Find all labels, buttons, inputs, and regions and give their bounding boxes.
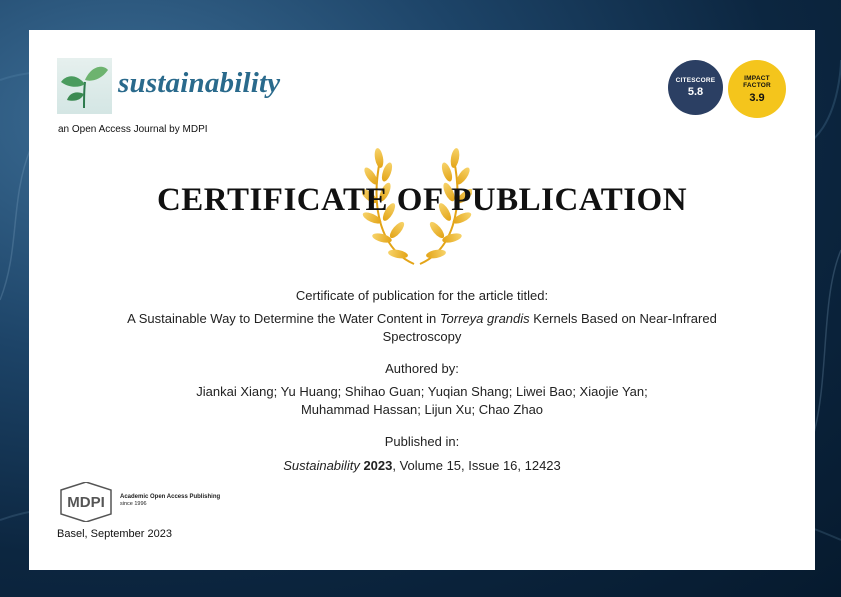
place-date: Basel, September 2023 bbox=[57, 528, 172, 540]
citation-year: 2023 bbox=[363, 458, 393, 473]
citation-details: , Volume 15, Issue 16, 12423 bbox=[392, 458, 561, 473]
mdpi-logo bbox=[57, 482, 115, 522]
authors-line1: Jiankai Xiang; Yu Huang; Shihao Guan; Yuqian Shang; Liwei Bao; Xiaojie Yan; bbox=[196, 384, 648, 399]
article-title-line1 bbox=[29, 311, 815, 326]
article-title-pre: A Sustainable Way to Determine the Water Content in bbox=[127, 311, 440, 326]
citation bbox=[29, 458, 815, 473]
authors-line2: Muhammad Hassan; Lijun Xu; Chao Zhao bbox=[300, 402, 544, 417]
seedling-icon bbox=[57, 58, 112, 114]
article-title-post: Kernels Based on Near-Infrared bbox=[529, 311, 717, 326]
citescore-label: CITESCORE bbox=[675, 76, 716, 84]
certificate-intro: Certificate of publication for the article titled: bbox=[295, 288, 549, 303]
authored-label: Authored by: bbox=[385, 361, 459, 376]
mdpi-subtitle-main: Academic Open Access Publishing bbox=[120, 494, 221, 500]
article-title-species: Torreya grandis bbox=[439, 311, 530, 326]
mdpi-subtitle bbox=[120, 494, 220, 508]
impact-label-1: IMPACT bbox=[744, 74, 770, 82]
citescore-value: 5.8 bbox=[687, 86, 704, 99]
journal-logo bbox=[57, 58, 112, 114]
impact-factor-badge bbox=[728, 60, 786, 118]
certificate-card bbox=[29, 30, 815, 570]
journal-name: sustainability bbox=[118, 67, 281, 99]
journal-tagline: an Open Access Journal by MDPI bbox=[58, 124, 208, 135]
impact-label-2: FACTOR bbox=[743, 82, 771, 89]
mdpi-logo-text: MDPI bbox=[67, 494, 105, 511]
published-label: Published in: bbox=[384, 434, 460, 449]
citescore-badge bbox=[668, 60, 723, 115]
impact-value: 3.9 bbox=[749, 91, 765, 104]
citation-journal: Sustainability bbox=[283, 458, 360, 473]
mdpi-since: since 1996 bbox=[120, 501, 147, 507]
article-title-line2: Spectroscopy bbox=[382, 329, 462, 344]
certificate-title: CERTIFICATE OF PUBLICATION bbox=[156, 182, 688, 218]
